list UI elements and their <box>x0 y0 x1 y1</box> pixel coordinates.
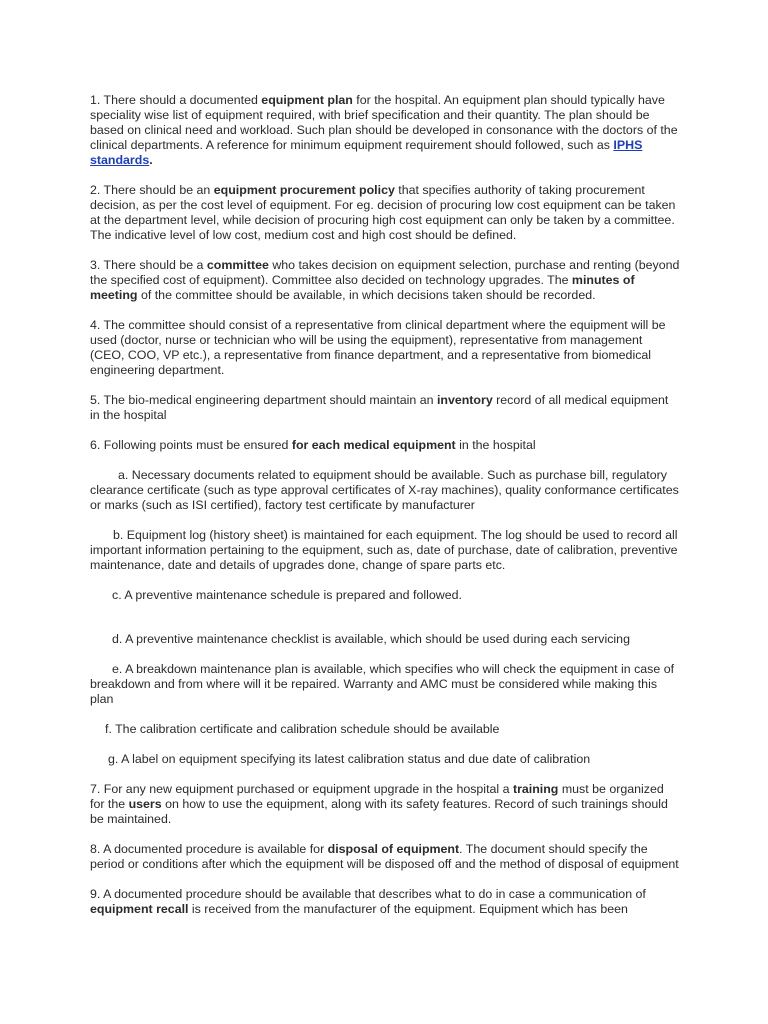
text: 8. A documented procedure is available for <box>90 842 328 856</box>
subpoint-e: e. A breakdown maintenance plan is available, which specifies who will check the equipment in case of breakdown and from where will it be repaired. Warranty and AMC must be considered while making this plan <box>90 662 675 706</box>
paragraph-6 <box>90 438 680 453</box>
text: 6. Following points must be ensured <box>90 438 292 452</box>
text: of the committee should be available, in which decisions taken should be recorded. <box>137 288 596 302</box>
bold-term: equipment recall <box>90 902 189 916</box>
text: 9. A documented procedure should be available that describes what to do in case a communication of <box>90 887 646 901</box>
text: for the hospital. An equipment plan should typically have speciality wise list of equipment required, with brief specification and their quantity. The plan should be based on clinical need and workload. Such plan should be developed in consonance with the doctors of the clinical departments. A reference for minimum equipment requirement should followed, such as <box>90 93 678 152</box>
text: on how to use the equipment, along with its safety features. Record of such trainings should be maintained. <box>90 797 668 826</box>
paragraph-9 <box>90 887 680 917</box>
bold-term: equipment plan <box>261 93 353 107</box>
bold-term: users <box>128 797 162 811</box>
iphs-standards-link[interactable]: IPHS standards <box>90 138 643 167</box>
bold-term: for each medical equipment <box>291 438 456 452</box>
paragraph-7 <box>90 782 680 827</box>
paragraph-5 <box>90 393 680 423</box>
text: 2. There should be an <box>90 183 214 197</box>
text: who takes decision on equipment selection, purchase and renting (beyond the specified cost of equipment). Committee also decided on technology upgrades. The <box>90 258 680 287</box>
paragraph-1 <box>90 93 680 168</box>
text: 5. The bio-medical engineering department should maintain an <box>90 393 437 407</box>
bold-term: equipment procurement policy <box>213 183 395 197</box>
bold-term: committee <box>206 258 269 272</box>
paragraph-2 <box>90 183 680 243</box>
subpoint-a: a. Necessary documents related to equipment should be available. Such as purchase bill, regulatory clearance certificate (such as type approval certificates of X-ray machines), quality conformance certificates or marks (such as ISI certified), factory test certificate by manufacturer <box>90 468 679 512</box>
paragraph-4 <box>90 318 680 378</box>
text: must be organized for the <box>90 782 664 811</box>
text: 7. For any new equipment purchased or equipment upgrade in the hospital a <box>90 782 513 796</box>
document-page <box>90 93 680 917</box>
text: . <box>149 153 153 167</box>
text: is received from the manufacturer of the equipment. Equipment which has been <box>188 902 628 916</box>
subpoint-f: f. The calibration certificate and calibration schedule should be available <box>105 722 500 736</box>
text: 4. The committee should consist of a representative from clinical department where the equipment will be used (doctor, nurse or technician who will be using the equipment), representative from management (CEO, COO, VP etc.), a representative from finance department, and a representative from biomedical engineering department. <box>90 318 666 377</box>
text: 3. There should be a <box>90 258 207 272</box>
text: that specifies authority of taking procurement decision, as per the cost level of equipment. For eg. decision of procuring low cost equipment can be taken at the department level, while decision of procuring high cost equipment can only be taken by a committee. The indicative level of low cost, medium cost and high cost should be defined. <box>90 183 676 242</box>
subpoint-d: d. A preventive maintenance checklist is available, which should be used during each servicing <box>112 632 630 646</box>
text: record of all medical equipment in the hospital <box>90 393 669 422</box>
subpoint-g: g. A label on equipment specifying its latest calibration status and due date of calibration <box>108 752 591 766</box>
subpoint-c: c. A preventive maintenance schedule is prepared and followed. <box>112 588 462 602</box>
text: in the hospital <box>455 438 536 452</box>
bold-term: inventory <box>436 393 493 407</box>
paragraph-3 <box>90 258 680 303</box>
bold-term: disposal of equipment <box>327 842 460 856</box>
bold-term: minutes of meeting <box>90 273 635 302</box>
text: 1. There should a documented <box>90 93 262 107</box>
bold-term: training <box>512 782 559 796</box>
subpoint-b: b. Equipment log (history sheet) is maintained for each equipment. The log should be used to record all important information pertaining to the equipment, such as, date of purchase, date of calibration, preventive maintenance, date and details of upgrades done, change of spare parts etc. <box>90 528 678 572</box>
paragraph-8 <box>90 842 680 872</box>
text: . The document should specify the period or conditions after which the equipment will be disposed off and the method of disposal of equipment <box>90 842 679 871</box>
